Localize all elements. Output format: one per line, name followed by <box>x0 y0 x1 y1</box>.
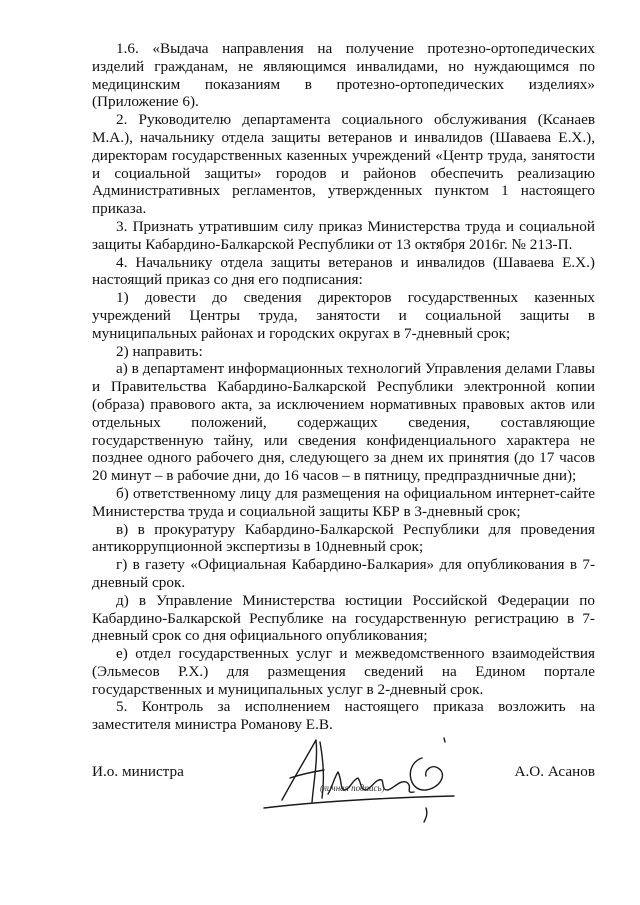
signature-caption: (личная подпись) <box>320 783 385 793</box>
paragraph-1-6: 1.6. «Выдача направления на получение протезно-ортопедических изделий гражданам, не являющимся инвалидами, но нуждающимся по медицинским показаниям в протезно-ортопедических изделиях» (Приложение 6). <box>92 40 595 111</box>
paragraph-2: 2. Руководителю департамента социального обслуживания (Ксанаев М.А.), начальнику отдела защиты ветеранов и инвалидов (Шаваева Е.Х.), директорам государственных казенных учреждений «Центр труда, занятости и социальной защиты» городов и районов обеспечить реализацию Административных регламентов, утвержденных пунктом 1 настоящего приказа. <box>92 111 595 218</box>
paragraph-4-1: 1) довести до сведения директоров государственных казенных учреждений Центры труда, занятости и социальной защиты в муниципальных районах и городских округах в 7-дневный срок; <box>92 289 595 342</box>
handwritten-signature <box>254 728 474 823</box>
document-body <box>92 40 595 734</box>
paragraph-4-2-e: е) отдел государственных услуг и межведомственного взаимодействия (Эльмесов Р.Х.) для размещения сведений на Едином портале государственных и муниципальных услуг в 2-дневный срок. <box>92 645 595 698</box>
paragraph-4: 4. Начальнику отдела защиты ветеранов и инвалидов (Шаваева Е.Х.) настоящий приказ со дня его подписания: <box>92 253 595 289</box>
signatory-name: А.О. Асанов <box>514 763 595 780</box>
paragraph-4-2-b: б) ответственному лицу для размещения на официальном интернет-сайте Министерства труда и социальной защиты КБР в 3-дневный срок; <box>92 484 595 520</box>
signatory-title: И.о. министра <box>92 763 184 780</box>
paragraph-4-2: 2) направить: <box>116 342 203 360</box>
paragraph-4-2-v: в) в прокуратуру Кабардино-Балкарской Республики для проведения антикоррупционной экспертизы в 10дневный срок; <box>92 520 595 556</box>
paragraph-4-2-g: г) в газету «Официальная Кабардино-Балкария» для опубликования в 7-дневный срок. <box>92 556 595 591</box>
paragraph-5: 5. Контроль за исполнением настоящего приказа возложить на заместителя министра Романову Е.В. <box>92 698 595 734</box>
paragraph-4-2-d: д) в Управление Министерства юстиции Российской Федерации по Кабардино-Балкарской Республике на государственную регистрацию в 7-дневный срок со дня официального опубликования; <box>92 591 595 645</box>
paragraph-4-2-a: а) в департамент информационных технологий Управления делами Главы и Правительства Кабардино-Балкарской Республики электронной копии (образа) правового акта, за исключением нормативных правовых актов или отдельных положений, содержащих сведения, составляющие государственную тайну, или сведения конфиденциального характера не позднее одного рабочего дня, следующего за днем их принятия (до 17 часов 20 минут – в рабочие дни, до 16 часов – в пятницу, предпраздничные дни); <box>92 360 595 485</box>
paragraph-3: 3. Признать утратившим силу приказ Министерства труда и социальной защиты Кабардино-Балкарской Республики от 13 октября 2016г. № 213-П. <box>92 217 595 253</box>
